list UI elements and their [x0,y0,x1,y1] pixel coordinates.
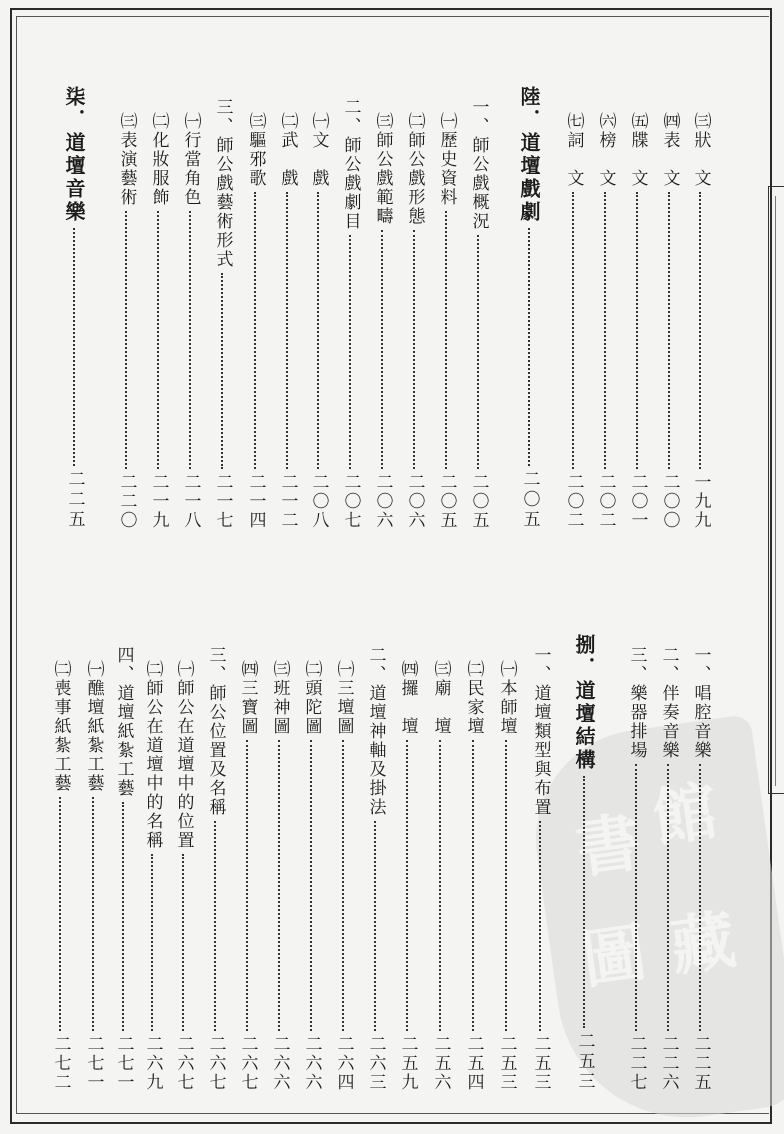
entry-title: ㈢驅邪歌 [245,112,266,188]
entry-page-number: 二〇二 [595,473,616,530]
entry-page-number: 二二七 [626,1035,647,1092]
entry-title: 陸．道壇戲劇 [517,86,541,224]
top_section-entry [277,112,297,530]
entry-page-number: 二七一 [83,1035,104,1092]
dot-leader [151,854,153,1031]
entry-title: ㈢師公戲範疇 [372,112,393,226]
entry-page-number: 二五三 [496,1035,517,1092]
bottom_section-entry [397,660,417,1092]
entry-title: 二、師公戲劇目 [340,98,361,231]
entry-title: 一、師公戲概況 [468,98,489,231]
entry-title: 捌．道壇結構 [572,634,596,772]
dot-leader [439,740,441,1031]
dot-leader [286,192,288,469]
bottom_section-entry [301,660,321,1092]
dot-leader [572,192,574,469]
entry-title: 四、道壇紙紮工藝 [113,646,134,798]
entry-title: ㈡化妝服飾 [148,112,169,207]
dot-leader [310,740,312,1031]
top_section-entry [563,112,583,530]
dot-leader [317,192,319,469]
top_section-entry [468,98,488,530]
entry-title: ㈣三寶圖 [237,660,258,736]
top_section-entry [62,86,86,530]
entry-title: ㈡喪事紙紮工藝 [50,660,71,793]
dot-leader [472,740,474,1031]
entry-title: ㈡民家壇 [463,660,484,736]
entry-title: ㈢狀 文 [690,112,711,188]
dot-leader [189,211,191,469]
entry-page-number: 二一九 [148,473,169,530]
entry-page-number: 二五三 [574,1032,595,1092]
dot-leader [122,802,124,1031]
entry-title: 三、師公位置及名稱 [205,646,226,817]
top_section-entry [148,112,168,530]
entry-page-number: 二六七 [173,1035,194,1092]
entry-title: 二、伴奏音樂 [658,646,679,760]
entry-page-number: 二二六 [658,1035,679,1092]
dot-leader [636,192,638,469]
dot-leader [254,192,256,469]
dot-leader [668,192,670,469]
dot-leader [342,740,344,1031]
entry-page-number: 二六七 [205,1035,226,1092]
library-seal-watermark: 書 館 圖 藏 [522,714,784,1134]
entry-page-number: 二六六 [269,1035,290,1092]
dot-leader [667,764,669,1031]
entry-page-number: 二六四 [333,1035,354,1092]
dot-leader [182,854,184,1031]
top_section-entry [180,112,200,530]
entry-page-number: 二〇一 [627,473,648,530]
entry-title: ㈣攞 壇 [397,660,418,736]
entry-page-number: 二一七 [212,473,233,530]
entry-title: 柒．道壇音樂 [62,86,86,224]
entry-page-number: 二六六 [301,1035,322,1092]
entry-title: 三、樂器排場 [626,646,647,760]
dot-leader [221,273,223,469]
entry-page-number: 二二五 [690,1035,711,1092]
dot-leader [528,228,530,466]
top_section-entry [627,112,647,530]
entry-title: ㈢班神圖 [269,660,290,736]
entry-title: ㈢表演藝術 [116,112,137,207]
bottom_section-entry [83,660,103,1092]
top_section-entry [436,112,456,530]
dot-leader [699,192,701,469]
entry-page-number: 二五四 [463,1035,484,1092]
bottom_section-entry [333,660,353,1092]
dot-leader [413,230,415,469]
bottom_section-entry [626,646,646,1092]
top_section-entry [245,112,265,530]
bottom_section-entry [237,660,257,1092]
entry-page-number: 二〇五 [468,473,489,530]
entry-page-number: 二六三 [365,1035,386,1092]
entry-page-number: 二七二 [50,1035,71,1092]
dot-leader [539,821,541,1031]
dot-leader [604,192,606,469]
bottom_section-entry [430,660,450,1092]
dot-leader [246,740,248,1031]
dot-leader [381,230,383,469]
top_section-entry [340,98,360,530]
bottom_section-entry [572,634,596,1092]
entry-title: ㈡頭陀圖 [301,660,322,736]
entry-page-number: 二〇二 [563,473,584,530]
top_section-entry [308,112,328,530]
entry-page-number: 二六九 [142,1035,163,1092]
entry-page-number: 二一四 [245,473,266,530]
bottom_section-entry [142,660,162,1092]
top_section-entry [116,112,136,530]
top_section-entry [404,112,424,530]
top_section-entry [517,86,541,530]
entry-page-number: 二六七 [237,1035,258,1092]
entry-title: 一、道壇類型與布置 [530,646,551,817]
dot-leader [157,211,159,469]
entry-page-number: 二〇五 [436,473,457,530]
dot-leader [699,764,701,1031]
entry-title: ㈠歷史資料 [436,112,457,207]
dot-leader [73,228,75,466]
entry-title: ㈠文 戲 [308,112,329,188]
entry-title: ㈦詞 文 [563,112,584,188]
adjacent-page-edge-inner [775,196,784,786]
entry-page-number: 二〇五 [519,470,540,530]
entry-title: ㈠本師壇 [496,660,517,736]
dot-leader [477,235,479,469]
entry-page-number: 一九九 [690,473,711,530]
dot-leader [583,776,585,1028]
bottom_section-entry [173,660,193,1092]
entry-page-number: 二二〇 [116,473,137,530]
entry-title: ㈡師公在道壇中的名稱 [142,660,163,850]
entry-page-number: 二〇六 [404,473,425,530]
top_section-entry [212,98,232,530]
dot-leader [214,821,216,1031]
dot-leader [278,740,280,1031]
bottom_section-entry [530,646,550,1092]
dot-leader [505,740,507,1031]
entry-title: ㈡師公戲形態 [404,112,425,226]
entry-page-number: 二〇六 [372,473,393,530]
bottom_section-entry [50,660,70,1092]
entry-page-number: 二〇七 [340,473,361,530]
entry-page-number: 二二五 [64,470,85,530]
dot-leader [125,211,127,469]
dot-leader [59,797,61,1031]
entry-page-number: 二五九 [397,1035,418,1092]
entry-page-number: 二〇〇 [659,473,680,530]
dot-leader [374,821,376,1031]
entry-title: ㈣表 文 [659,112,680,188]
entry-title: ㈠師公在道壇中的位置 [173,660,194,850]
entry-title: 一、唱腔音樂 [690,646,711,760]
entry-page-number: 二一二 [277,473,298,530]
entry-title: ㈥榜 文 [595,112,616,188]
bottom_section-entry [113,646,133,1092]
entry-page-number: 二五三 [530,1035,551,1092]
bottom_section-entry [463,660,483,1092]
dot-leader [92,797,94,1031]
top_section-entry [372,112,392,530]
entry-page-number: 二〇八 [308,473,329,530]
top_section-entry [659,112,679,530]
bottom_section-entry [269,660,289,1092]
dot-leader [445,211,447,469]
dot-leader [406,740,408,1031]
entry-page-number: 二七一 [113,1035,134,1092]
bottom_section-entry [205,646,225,1092]
entry-title: 二、道壇神軸及掛法 [365,646,386,817]
dot-leader [635,764,637,1031]
bottom_section-entry [365,646,385,1092]
top_section-entry [690,112,710,530]
top_section-entry [595,112,615,530]
entry-title: ㈠行當角色 [180,112,201,207]
entry-title: ㈠醮壇紙紮工藝 [83,660,104,793]
entry-title: ㈢廟 壇 [430,660,451,736]
entry-title: ㈤牒 文 [627,112,648,188]
entry-title: ㈡武 戲 [277,112,298,188]
bottom_section-entry [658,646,678,1092]
entry-page-number: 二一八 [180,473,201,530]
bottom_section-entry [690,646,710,1092]
entry-title: ㈠三壇圖 [333,660,354,736]
dot-leader [349,235,351,469]
entry-title: 三、師公戲藝術形式 [212,98,233,269]
entry-page-number: 二五六 [430,1035,451,1092]
bottom_section-entry [496,660,516,1092]
